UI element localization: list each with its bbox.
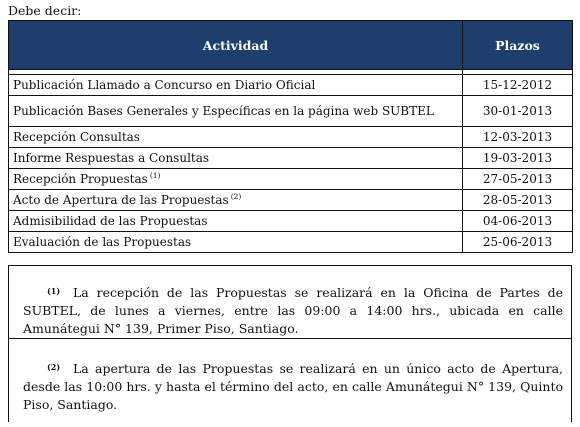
footnote-divider [9, 338, 571, 339]
activity-cell [9, 211, 463, 232]
activity-label: Recepción Consultas [13, 129, 140, 144]
activity-label: Evaluación de las Propuestas [13, 234, 192, 249]
schedule-table [8, 20, 573, 253]
table-row [9, 169, 573, 190]
activity-cell [9, 148, 463, 169]
table-row [9, 211, 573, 232]
table-row [9, 127, 573, 148]
activity-cell [9, 127, 463, 148]
date-cell: 28-05-2013 [463, 190, 573, 211]
date-cell: 15-12-2012 [463, 75, 573, 96]
footnote-ref: (1) [149, 170, 161, 180]
activity-cell [9, 96, 463, 127]
footnote-text: La apertura de las Propuestas se realizará en un único acto de Apertura, desde las 10:00 hrs. y hasta el término del acto, en calle Amunátegui N° 139, Quinto Piso, Santiago. [23, 361, 563, 412]
date-cell: 12-03-2013 [463, 127, 573, 148]
table-row [9, 96, 573, 127]
activity-cell [9, 190, 463, 211]
activity-cell [9, 169, 463, 190]
intro-text: Debe decir: [8, 3, 82, 18]
activity-label: Publicación Llamado a Concurso en Diario Oficial [13, 77, 316, 92]
table-row [9, 232, 573, 253]
footnote-1 [23, 284, 563, 338]
activity-label: Admisibilidad de las Propuestas [13, 213, 208, 228]
date-cell: 25-06-2013 [463, 232, 573, 253]
activity-cell [9, 75, 463, 96]
footnote-mark: (1) [47, 286, 61, 296]
header-deadline: Plazos [463, 21, 573, 70]
footnote-ref: (2) [230, 191, 242, 201]
header-activity: Actividad [9, 21, 463, 70]
footnote-text: La recepción de las Propuestas se realizará en la Oficina de Partes de SUBTEL, de lunes a viernes, entre las 09:00 a 14:00 hrs., ubicada en calle Amunátegui N° 139, Primer Piso, Santiago. [23, 285, 563, 336]
activity-cell [9, 232, 463, 253]
date-cell: 19-03-2013 [463, 148, 573, 169]
date-cell: 04-06-2013 [463, 211, 573, 232]
activity-label: Recepción Propuestas [13, 171, 148, 186]
activity-label: Publicación Bases Generales y Específicas en la página web SUBTEL [13, 103, 434, 118]
footnote-2 [23, 360, 563, 414]
table-header-row [9, 21, 573, 70]
date-cell: 30-01-2013 [463, 96, 573, 127]
activity-label: Acto de Apertura de las Propuestas [13, 192, 229, 207]
date-cell: 27-05-2013 [463, 169, 573, 190]
table-row [9, 190, 573, 211]
table-row [9, 75, 573, 96]
table-row [9, 148, 573, 169]
footnote-mark: (2) [47, 362, 61, 372]
activity-label: Informe Respuestas a Consultas [13, 150, 210, 165]
footnotes-box [8, 265, 572, 422]
